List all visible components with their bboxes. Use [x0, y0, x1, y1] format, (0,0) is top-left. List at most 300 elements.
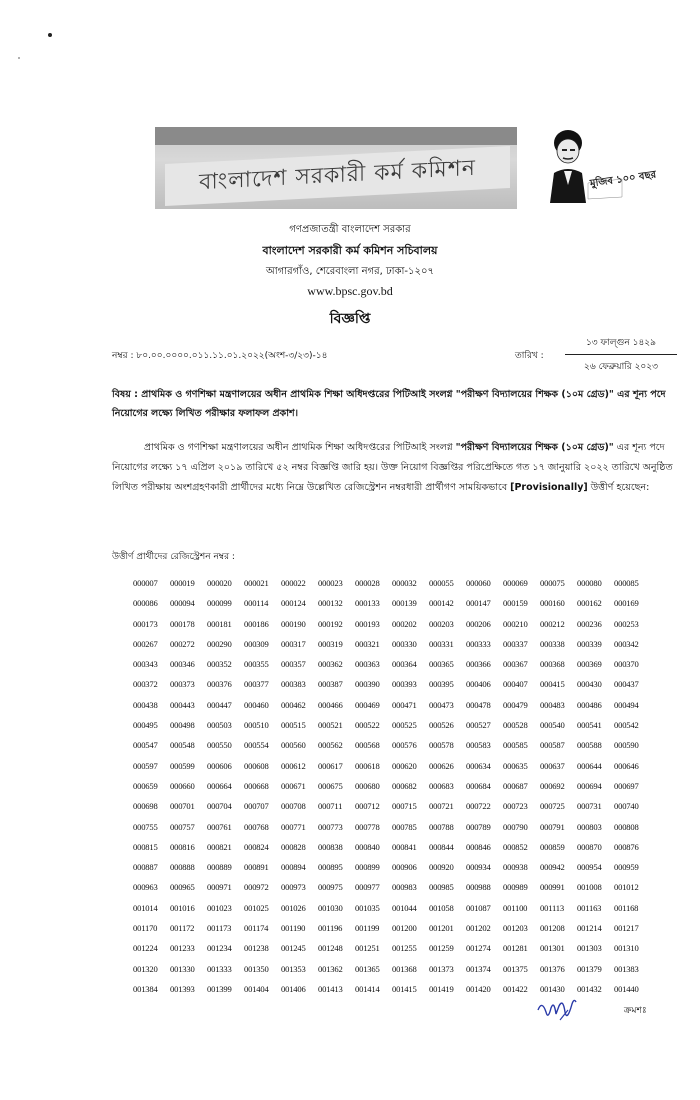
registration-number: 000438 [133, 699, 158, 710]
registration-number: 000920 [429, 862, 454, 873]
registration-number: 000515 [281, 720, 306, 731]
registration-number: 000486 [577, 699, 602, 710]
registration-number: 000660 [170, 780, 195, 791]
registration-number: 000755 [133, 821, 158, 832]
registration-number: 000094 [170, 598, 195, 609]
registration-number: 000362 [318, 659, 343, 670]
registration-number: 000771 [281, 821, 306, 832]
registration-number: 001208 [540, 923, 565, 934]
registration-number: 000483 [540, 699, 565, 710]
registration-number: 001375 [503, 963, 528, 974]
registration-number: 000372 [133, 679, 158, 690]
registration-number: 000887 [133, 862, 158, 873]
registration-number: 001320 [133, 963, 158, 974]
registration-number: 001203 [503, 923, 528, 934]
registration-number: 001368 [392, 963, 417, 974]
registration-number: 000178 [170, 618, 195, 629]
registration-number: 001303 [577, 943, 602, 954]
registration-number: 000309 [244, 638, 269, 649]
registration-number: 001163 [577, 902, 602, 913]
registration-number: 001224 [133, 943, 158, 954]
registration-number: 000337 [503, 638, 528, 649]
registration-number: 000526 [429, 720, 454, 731]
registration-number: 000365 [429, 659, 454, 670]
registration-number: 000132 [318, 598, 343, 609]
registration-number: 000838 [318, 841, 343, 852]
registration-number: 001376 [540, 963, 565, 974]
registration-number: 000991 [540, 882, 565, 893]
registration-number: 000319 [318, 638, 343, 649]
registration-number: 000671 [281, 780, 306, 791]
registration-number: 000704 [207, 801, 232, 812]
registration-number: 001420 [466, 983, 491, 994]
registration-number: 000870 [577, 841, 602, 852]
registration-number: 001030 [318, 902, 343, 913]
registration-number: 000697 [614, 780, 639, 791]
registration-number: 000587 [540, 740, 565, 751]
registration-number: 000390 [355, 679, 380, 690]
registration-number: 001373 [429, 963, 454, 974]
registration-number: 000466 [318, 699, 343, 710]
registration-number: 000659 [133, 780, 158, 791]
registration-number: 000701 [170, 801, 195, 812]
registration-number: 000620 [392, 760, 417, 771]
registration-number: 000708 [281, 801, 306, 812]
registration-number: 000023 [318, 578, 343, 588]
registration-number: 000599 [170, 760, 195, 771]
scan-speck [48, 33, 52, 37]
registration-number: 001430 [540, 983, 565, 994]
registration-number: 001432 [577, 983, 602, 994]
registration-number: 000785 [392, 821, 417, 832]
registration-number: 000346 [170, 659, 195, 670]
registration-number: 001383 [614, 963, 639, 974]
registration-number: 000357 [281, 659, 306, 670]
registration-number: 001413 [318, 983, 343, 994]
registration-number: 000169 [614, 598, 639, 609]
registration-number: 000626 [429, 760, 454, 771]
registration-number: 000142 [429, 598, 454, 609]
registration-number: 000821 [207, 841, 232, 852]
registration-number: 001365 [355, 963, 380, 974]
registration-number: 001399 [207, 983, 232, 994]
registration-number: 000715 [392, 801, 417, 812]
registration-number: 000768 [244, 821, 269, 832]
registration-number: 001035 [355, 902, 380, 913]
registration-number: 001233 [170, 943, 195, 954]
registration-number: 000415 [540, 679, 565, 690]
registration-number: 000352 [207, 659, 232, 670]
registration-number: 000387 [318, 679, 343, 690]
registration-number: 000370 [614, 659, 639, 670]
office-address: আগারগাঁও, শেরেবাংলা নগর, ঢাকা-১২০৭ [265, 266, 435, 277]
registration-number: 000578 [429, 740, 454, 751]
registration-number: 000568 [355, 740, 380, 751]
registration-number: 000317 [281, 638, 306, 649]
registration-number: 001058 [429, 902, 454, 913]
registration-number: 000828 [281, 841, 306, 852]
registration-number: 001087 [466, 902, 491, 913]
registration-number: 000757 [170, 821, 195, 832]
registration-number: 000541 [577, 720, 602, 731]
registration-number: 000540 [540, 720, 565, 731]
registration-number: 000698 [133, 801, 158, 812]
registration-number: 000498 [170, 720, 195, 731]
memo-number: নম্বর : ৮০.০০.০০০০.০১১.১১.০১.২০২২(অংশ-৩/২৩)-১৪ [112, 351, 328, 361]
registration-number: 001301 [540, 943, 565, 954]
registration-number: 001190 [281, 923, 306, 934]
registration-number: 000554 [244, 740, 269, 751]
registration-number: 001406 [281, 983, 306, 994]
registration-number: 000906 [392, 862, 417, 873]
registration-number: 001199 [355, 923, 380, 934]
registration-number: 001422 [503, 983, 528, 994]
registration-number: 000548 [170, 740, 195, 751]
registration-number: 000193 [355, 618, 380, 629]
registration-number: 001196 [318, 923, 343, 934]
registration-number: 000824 [244, 841, 269, 852]
registration-number: 001330 [170, 963, 195, 974]
scan-speck [18, 57, 20, 59]
registration-number: 000637 [540, 760, 565, 771]
registration-number: 000983 [392, 882, 417, 893]
registration-number: 001274 [466, 943, 491, 954]
registration-number: 000934 [466, 862, 491, 873]
registration-number: 000562 [318, 740, 343, 751]
registration-number: 001016 [170, 902, 195, 913]
registration-number: 000977 [355, 882, 380, 893]
registration-number: 000859 [540, 841, 565, 852]
registration-number: 001214 [577, 923, 602, 934]
registration-number: 000021 [244, 578, 269, 588]
registration-number: 000773 [318, 821, 343, 832]
registration-number: 000761 [207, 821, 232, 832]
registration-number: 001414 [355, 983, 380, 994]
registration-number: 000173 [133, 618, 158, 629]
registration-number: 000212 [540, 618, 565, 629]
registration-number: 000202 [392, 618, 417, 629]
registration-number: 001174 [244, 923, 269, 934]
date-divider [565, 354, 677, 355]
registration-number: 000160 [540, 598, 565, 609]
registration-number: 000069 [503, 578, 528, 588]
registration-number: 000938 [503, 862, 528, 873]
registration-number: 000060 [466, 578, 491, 588]
registration-number: 000190 [281, 618, 306, 629]
registration-number: 000469 [355, 699, 380, 710]
registration-number: 000576 [392, 740, 417, 751]
registration-number: 000791 [540, 821, 565, 832]
registration-number: 000585 [503, 740, 528, 751]
registration-number: 000181 [207, 618, 232, 629]
gregorian-date: ২৬ ফেব্রুয়ারি ২০২৩ [584, 362, 658, 372]
registration-number: 001014 [133, 902, 158, 913]
registration-number: 000959 [614, 862, 639, 873]
body-text-1: প্রাথমিক ও গণশিক্ষা মন্ত্রণালয়ের অধীন প্রাথমিক শিক্ষা অধিদপ্তরের পিটিআই সংলগ্ন [144, 442, 456, 453]
registration-number: 001248 [318, 943, 343, 954]
registration-number: 000342 [614, 638, 639, 649]
mujib-100-logo-icon [542, 125, 624, 203]
registration-number: 001044 [392, 902, 417, 913]
registration-number: 000406 [466, 679, 491, 690]
signature-icon [532, 992, 580, 1026]
registration-number: 000682 [392, 780, 417, 791]
registration-number: 000808 [614, 821, 639, 832]
registration-number: 001259 [429, 943, 454, 954]
registration-number-grid [133, 573, 653, 999]
registration-number: 000364 [392, 659, 417, 670]
registration-number: 000085 [614, 578, 639, 588]
registration-number: 000124 [281, 598, 306, 609]
registration-number: 000186 [244, 618, 269, 629]
registration-number: 000139 [392, 598, 417, 609]
notice-subject: বিষয় : প্রাথমিক ও গণশিক্ষা মন্ত্রণালয়ের অধীন প্রাথমিক শিক্ষা অধিদপ্তরের পিটিআই সংলগ্ন "পরীক্ষণ বিদ্যালয়ের শিক্ষক (১০ম গ্রেড)" এর শূন্য পদে নিয়োগের লক্ষ্যে লিখিত পরীক্ষার ফলাফল প্রকাশ। [112, 389, 666, 419]
registration-number: 001379 [577, 963, 602, 974]
registration-number: 001202 [466, 923, 491, 934]
registration-number: 000989 [503, 882, 528, 893]
registration-number: 001008 [577, 882, 602, 893]
registration-number: 001350 [244, 963, 269, 974]
registration-number: 000367 [503, 659, 528, 670]
registration-number: 000075 [540, 578, 565, 588]
registration-number: 000055 [429, 578, 454, 588]
registration-number: 001281 [503, 943, 528, 954]
registration-number: 000203 [429, 618, 454, 629]
registration-number: 000841 [392, 841, 417, 852]
registration-number: 001023 [207, 902, 232, 913]
date-block [565, 335, 677, 374]
registration-number: 000478 [466, 699, 491, 710]
registration-number: 000789 [466, 821, 491, 832]
registration-number: 001025 [244, 902, 269, 913]
registration-number: 000355 [244, 659, 269, 670]
registration-number: 000985 [429, 882, 454, 893]
registration-number: 000343 [133, 659, 158, 670]
registration-number: 000290 [207, 638, 232, 649]
registration-number: 000721 [429, 801, 454, 812]
registration-number: 000528 [503, 720, 528, 731]
registration-number: 000253 [614, 618, 639, 629]
registration-number: 000443 [170, 699, 195, 710]
secretariat-name: বাংলাদেশ সরকারী কর্ম কমিশন সচিবালয় [262, 244, 438, 257]
registration-number: 000723 [503, 801, 528, 812]
registration-number: 000635 [503, 760, 528, 771]
registration-number: 000236 [577, 618, 602, 629]
registration-number: 000988 [466, 882, 491, 893]
registration-number: 000618 [355, 760, 380, 771]
provisional-label: [Provisionally] [510, 482, 588, 493]
registration-number: 000617 [318, 760, 343, 771]
registration-number: 000383 [281, 679, 306, 690]
registration-number: 001362 [318, 963, 343, 974]
registration-number: 000522 [355, 720, 380, 731]
registration-number: 000032 [392, 578, 417, 588]
registration-number: 000471 [392, 699, 417, 710]
registration-number: 000680 [355, 780, 380, 791]
registration-number: 000646 [614, 760, 639, 771]
registration-number: 000331 [429, 638, 454, 649]
registration-number: 000437 [614, 679, 639, 690]
registration-number: 000683 [429, 780, 454, 791]
registration-number: 000366 [466, 659, 491, 670]
registration-number: 000583 [466, 740, 491, 751]
registration-number: 001310 [614, 943, 639, 954]
registration-number: 000339 [577, 638, 602, 649]
registration-number: 000376 [207, 679, 232, 690]
registration-number: 000407 [503, 679, 528, 690]
body-text-2: এর শূন্য পদে নিয়োগের লক্ষ্যে ১৭ এপ্রিল ২০১৯ তারিখে ৫২ নম্বর বিজ্ঞপ্তি জারি হয়। উক্ত নিয়োগ বিজ্ঞপ্তির পরিপ্রেক্ষিতে গত ১৭ জানুয়ারি ২০২২ তারিখে অনুষ্ঠিত লিখিত পরীক্ষায় অংশগ্রহণকারী প্রার্থীদের মধ্যে নিম্নে উল্লেখিত রেজিস্ট্রেশন নম্বরধারী প্রার্থীগণ সাময়িকভাবে [112, 442, 673, 493]
registration-number: 000942 [540, 862, 565, 873]
registration-number: 000954 [577, 862, 602, 873]
registration-number: 000395 [429, 679, 454, 690]
registration-number: 001100 [503, 902, 528, 913]
registration-number: 000377 [244, 679, 269, 690]
registration-number: 000788 [429, 821, 454, 832]
registration-number: 000330 [392, 638, 417, 649]
registration-number: 001168 [614, 902, 639, 913]
registration-number: 000707 [244, 801, 269, 812]
registration-number: 000272 [170, 638, 195, 649]
registration-number: 000711 [318, 801, 343, 812]
registration-number: 000803 [577, 821, 602, 832]
registration-number: 000133 [355, 598, 380, 609]
registration-number: 000007 [133, 578, 158, 588]
registration-number: 000608 [244, 760, 269, 771]
registration-number: 000373 [170, 679, 195, 690]
registration-number: 001012 [614, 882, 639, 893]
registration-number: 001173 [207, 923, 232, 934]
registration-number: 000162 [577, 598, 602, 609]
registration-number: 000816 [170, 841, 195, 852]
registration-number: 000588 [577, 740, 602, 751]
registration-number: 000206 [466, 618, 491, 629]
registration-number: 000965 [170, 882, 195, 893]
registration-number: 001415 [392, 983, 417, 994]
registration-number: 001234 [207, 943, 232, 954]
registration-number: 001251 [355, 943, 380, 954]
registration-number: 000725 [540, 801, 565, 812]
registration-number: 000840 [355, 841, 380, 852]
registration-number: 001217 [614, 923, 639, 934]
registration-number: 000525 [392, 720, 417, 731]
registration-number: 000338 [540, 638, 565, 649]
registration-number: 000778 [355, 821, 380, 832]
registration-number: 000510 [244, 720, 269, 731]
registration-number: 000333 [466, 638, 491, 649]
registration-number: 000267 [133, 638, 158, 649]
registration-number: 000731 [577, 801, 602, 812]
commission-building-banner [155, 127, 517, 209]
registration-number: 001374 [466, 963, 491, 974]
registration-number: 000975 [318, 882, 343, 893]
registration-number: 000590 [614, 740, 639, 751]
registration-number: 000644 [577, 760, 602, 771]
registration-number: 000790 [503, 821, 528, 832]
office-website: www.bpsc.gov.bd [307, 284, 393, 298]
registration-number: 001393 [170, 983, 195, 994]
registration-number: 000368 [540, 659, 565, 670]
registration-number: 000210 [503, 618, 528, 629]
registration-number: 000430 [577, 679, 602, 690]
bangla-date: ১৩ ফাল্গুন ১৪২৯ [585, 338, 657, 348]
registration-number: 000692 [540, 780, 565, 791]
registration-number: 000080 [577, 578, 602, 588]
registration-number: 001200 [392, 923, 417, 934]
notice-title: বিজ্ঞপ্তি [329, 311, 371, 327]
registration-number: 000876 [614, 841, 639, 852]
registration-number: 000899 [355, 862, 380, 873]
registration-number: 000099 [207, 598, 232, 609]
registration-number: 001255 [392, 943, 417, 954]
registration-number: 000462 [281, 699, 306, 710]
registration-number: 001026 [281, 902, 306, 913]
registration-number: 000114 [244, 598, 269, 609]
registration-number: 000022 [281, 578, 306, 588]
registration-number: 000668 [244, 780, 269, 791]
registration-number: 001333 [207, 963, 232, 974]
registration-number: 000028 [355, 578, 380, 588]
mujib-100-caption: মুজিব ১০০ বছর [589, 169, 657, 190]
post-name: "পরীক্ষণ বিদ্যালয়ের শিক্ষক (১০ম গ্রেড)" [455, 442, 614, 453]
registration-number: 000687 [503, 780, 528, 791]
registration-number: 000963 [133, 882, 158, 893]
registration-number: 000972 [244, 882, 269, 893]
notice-body [112, 438, 677, 498]
registration-number: 001170 [133, 923, 158, 934]
registration-number: 000521 [318, 720, 343, 731]
registration-number: 001172 [170, 923, 195, 934]
registration-number: 000159 [503, 598, 528, 609]
registration-number: 000722 [466, 801, 491, 812]
registration-number: 000547 [133, 740, 158, 751]
registration-number: 000895 [318, 862, 343, 873]
registration-number: 000612 [281, 760, 306, 771]
registration-number: 000815 [133, 841, 158, 852]
registration-number: 000846 [466, 841, 491, 852]
registration-number: 001238 [244, 943, 269, 954]
registration-number: 001419 [429, 983, 454, 994]
registration-number: 000363 [355, 659, 380, 670]
registration-number: 001201 [429, 923, 454, 934]
registration-number: 000460 [244, 699, 269, 710]
registration-number: 000550 [207, 740, 232, 751]
banner-sign-text: বাংলাদেশ সরকারী কর্ম কমিশন [165, 146, 510, 206]
registration-number: 000147 [466, 598, 491, 609]
registration-number: 000192 [318, 618, 343, 629]
registration-number: 000634 [466, 760, 491, 771]
registration-number: 000494 [614, 699, 639, 710]
registration-number: 000019 [170, 578, 195, 588]
registration-number: 000844 [429, 841, 454, 852]
registration-number: 000664 [207, 780, 232, 791]
registration-number: 000321 [355, 638, 380, 649]
registration-number: 000447 [207, 699, 232, 710]
registration-list-label: উত্তীর্ণ প্রার্থীদের রেজিস্ট্রেশন নম্বর : [112, 552, 235, 562]
registration-number: 000020 [207, 578, 232, 588]
registration-number: 000503 [207, 720, 232, 731]
registration-number: 001353 [281, 963, 306, 974]
registration-number: 000527 [466, 720, 491, 731]
registration-number: 000740 [614, 801, 639, 812]
registration-number: 000891 [244, 862, 269, 873]
registration-number: 000888 [170, 862, 195, 873]
body-text-3: উত্তীর্ণ হয়েছেন: [587, 482, 650, 493]
registration-number: 000560 [281, 740, 306, 751]
office-header [0, 222, 700, 299]
registration-number: 000694 [577, 780, 602, 791]
registration-number: 000712 [355, 801, 380, 812]
registration-number: 001384 [133, 983, 158, 994]
